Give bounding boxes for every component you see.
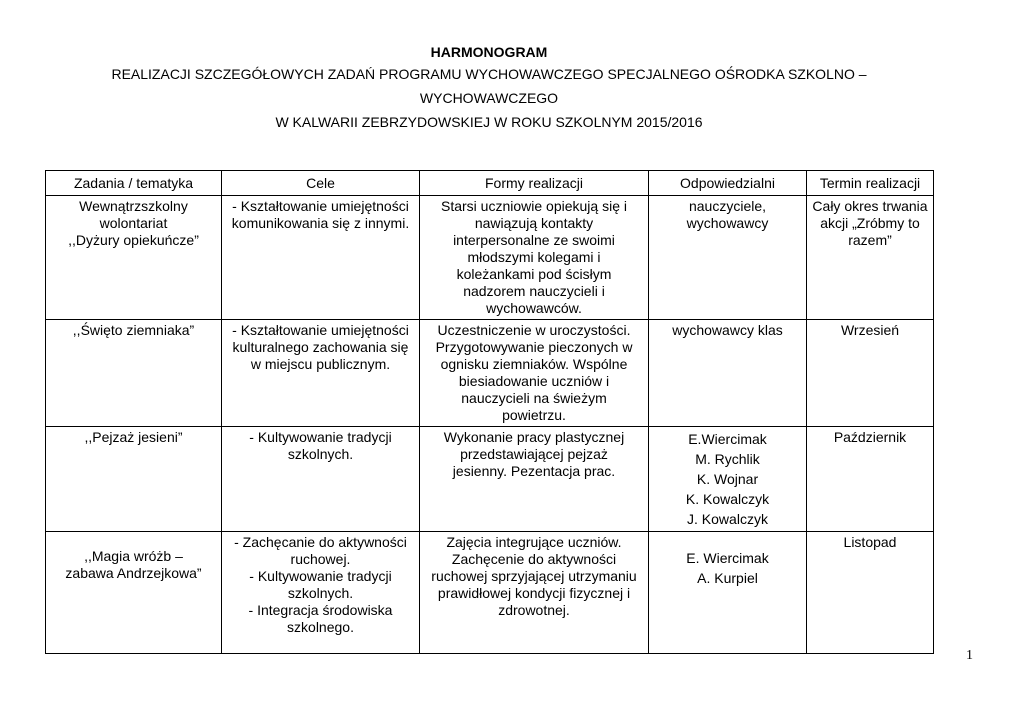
task-line: ,,Święto ziemniaka” xyxy=(72,322,195,338)
task-cell xyxy=(46,532,222,654)
table-row xyxy=(46,320,934,427)
subtitle-line-1: REALIZACJI SZCZEGÓŁOWYCH ZADAŃ PROGRAMU WYCHOWAWCZEGO SPECJALNEGO OŚRODKA SZKOLNO – xyxy=(111,66,867,82)
goal-line: - Kształtowanie umiejętności xyxy=(232,198,409,214)
responsible-line: K. Kowalczyk xyxy=(685,491,770,507)
schedule-table xyxy=(45,170,934,654)
term-line: razem” xyxy=(848,232,892,248)
column-header-goals: Cele xyxy=(222,171,420,196)
form-line: Uczestniczenie w uroczystości. xyxy=(437,322,631,338)
term-line: Cały okres trwania xyxy=(812,198,928,214)
form-line: ruchowej sprzyjającej utrzymaniu xyxy=(431,568,637,584)
term-cell xyxy=(807,196,934,320)
form-line: jesienny. Pezentacja prac. xyxy=(452,463,616,479)
form-line: nadzorem nauczycieli i xyxy=(463,283,605,299)
document-title: HARMONOGRAM xyxy=(430,44,548,60)
responsible-line: wychowawcy xyxy=(686,215,769,231)
task-cell xyxy=(46,427,222,532)
task-line: ,,Pejzaż jesieni” xyxy=(84,429,183,445)
subtitle-line-3: W KALWARII ZEBRZYDOWSKIEJ W ROKU SZKOLNYM 2015/2016 xyxy=(275,114,703,130)
task-line: ,,Magia wróżb – xyxy=(84,548,183,564)
term-line: akcji „Zróbmy to xyxy=(820,215,920,231)
form-line: Starsi uczniowie opiekują się i xyxy=(441,198,627,214)
goal-line: szkolnych. xyxy=(287,585,354,601)
task-cell xyxy=(46,196,222,320)
task-line: ,,Dyżury opiekuńcze” xyxy=(68,232,199,248)
form-line: Zachęcenie do aktywności xyxy=(451,551,617,567)
responsible-cell xyxy=(649,532,807,654)
forms-cell xyxy=(420,196,649,320)
term-line: Październik xyxy=(833,429,907,445)
form-line: koleżankami pod ścisłym xyxy=(456,266,612,282)
goal-line: - Zachęcanie do aktywności xyxy=(234,534,407,550)
responsible-line: E.Wiercimak xyxy=(688,431,767,447)
forms-cell xyxy=(420,427,649,532)
term-cell xyxy=(807,532,934,654)
column-header-forms: Formy realizacji xyxy=(420,171,649,196)
responsible-line: M. Rychlik xyxy=(695,451,760,467)
responsible-line: nauczyciele, xyxy=(688,198,767,214)
task-line: Wewnątrzszkolny xyxy=(79,198,188,214)
form-line: Zajęcia integrujące uczniów. xyxy=(446,534,622,550)
form-line: Wykonanie pracy plastycznej xyxy=(443,429,625,445)
goal-line: - Integracja środowiska xyxy=(248,602,393,618)
goals-cell xyxy=(222,532,420,654)
goals-cell xyxy=(222,320,420,427)
goal-line: szkolnego. xyxy=(287,619,354,635)
form-line: nauczycieli na świeżym xyxy=(461,390,607,406)
responsible-cell xyxy=(649,320,807,427)
form-line: zdrowotnej. xyxy=(498,602,570,618)
forms-cell xyxy=(420,320,649,427)
form-line: wychowawców. xyxy=(486,300,582,316)
form-line: interpersonalne ze swoimi xyxy=(453,232,615,248)
column-header-term: Termin realizacji xyxy=(807,171,934,196)
table-header-row xyxy=(46,171,934,196)
page-number: 1 xyxy=(966,648,973,663)
goal-line: komunikowania się z innymi. xyxy=(231,215,410,231)
responsible-cell xyxy=(649,427,807,532)
goal-line: - Kultywowanie tradycji xyxy=(249,568,392,584)
goal-line: - Kształtowanie umiejętności xyxy=(232,322,409,338)
responsible-line: A. Kurpiel xyxy=(697,570,758,586)
goal-line: szkolnych. xyxy=(287,446,354,462)
responsible-line: K. Wojnar xyxy=(696,471,759,487)
subtitle-line-2: WYCHOWAWCZEGO xyxy=(419,90,559,106)
form-line: młodszymi kolegami i xyxy=(467,249,601,265)
document-header xyxy=(0,42,978,134)
task-line: zabawa Andrzejkowa” xyxy=(65,565,202,581)
responsible-line: J. Kowalczyk xyxy=(687,511,768,527)
form-line: nawiązują kontakty xyxy=(474,215,594,231)
table-row xyxy=(46,196,934,320)
column-header-responsible: Odpowiedzialni xyxy=(649,171,807,196)
form-line: Przygotowywanie pieczonych w xyxy=(435,339,633,355)
goals-cell xyxy=(222,427,420,532)
goal-line: - Kultywowanie tradycji xyxy=(249,429,392,445)
responsible-line: wychowawcy klas xyxy=(672,322,783,338)
goal-line: w miejscu publicznym. xyxy=(250,356,391,372)
task-line: wolontariat xyxy=(99,215,168,231)
term-line: Wrzesień xyxy=(840,322,900,338)
form-line: ognisku ziemniaków. Wspólne xyxy=(440,356,628,372)
forms-cell xyxy=(420,532,649,654)
goal-line: ruchowej. xyxy=(290,551,351,567)
task-cell xyxy=(46,320,222,427)
table-row xyxy=(46,532,934,654)
form-line: powietrzu. xyxy=(502,407,566,423)
term-cell xyxy=(807,320,934,427)
form-line: prawidłowej kondycji fizycznej i xyxy=(437,585,631,601)
term-line: Listopad xyxy=(843,534,897,550)
form-line: biesiadowanie uczniów i xyxy=(458,373,610,389)
goal-line: kulturalnego zachowania się xyxy=(232,339,409,355)
term-cell xyxy=(807,427,934,532)
form-line: przedstawiającej pejzaż xyxy=(460,446,608,462)
responsible-cell xyxy=(649,196,807,320)
table-row xyxy=(46,427,934,532)
column-header-tasks: Zadania / tematyka xyxy=(46,171,222,196)
responsible-line: E. Wiercimak xyxy=(686,550,769,566)
goals-cell xyxy=(222,196,420,320)
